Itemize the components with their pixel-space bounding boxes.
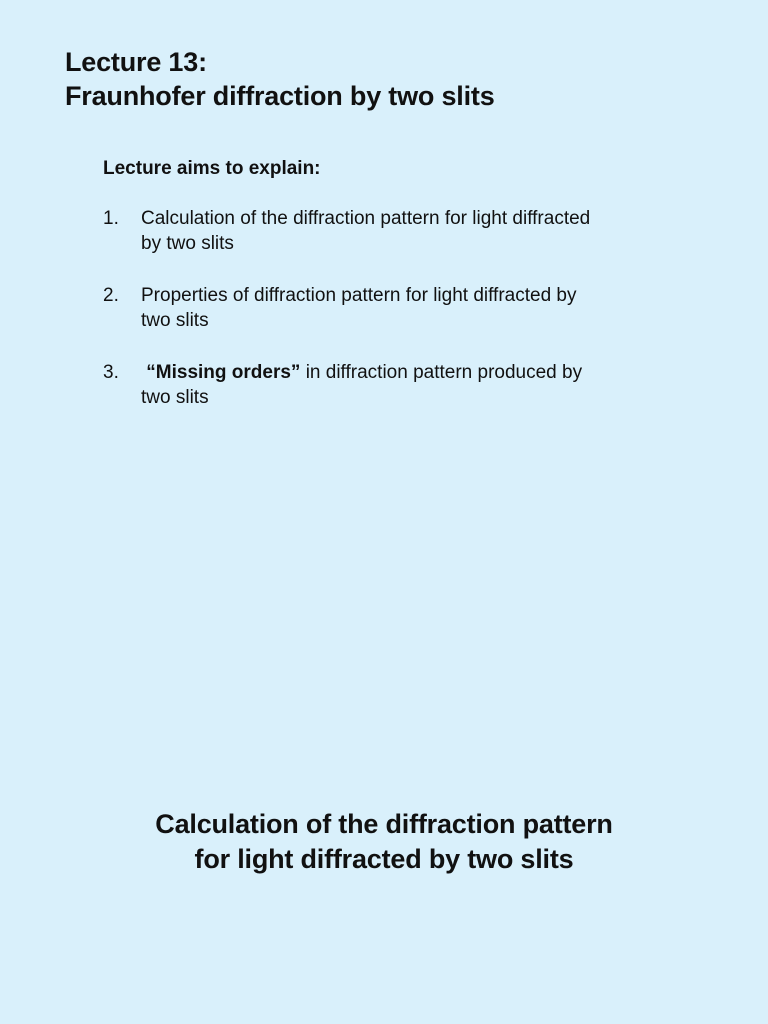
lecture-title-line-1: Lecture 13: <box>65 47 207 77</box>
aim-text-line-1: Calculation of the diffraction pattern for light diffracted <box>141 208 591 229</box>
aim-number: 1. <box>103 208 119 229</box>
aim-text-line-2: two slits <box>141 310 209 331</box>
section-title-line-2: for light diffracted by two slits <box>194 844 574 874</box>
aim-text-line-1 <box>141 360 663 385</box>
aim-item-2 <box>103 283 663 333</box>
aims-list <box>103 206 663 437</box>
section-title-line-1: Calculation of the diffraction pattern <box>155 809 613 839</box>
aim-number: 3. <box>103 362 119 383</box>
aim-text-line-2: by two slits <box>141 233 234 254</box>
aim-item-1 <box>103 206 663 256</box>
lecture-title-line-2: Fraunhofer diffraction by two slits <box>65 81 495 111</box>
section-title <box>0 807 768 877</box>
aim-text-rest: in diffraction pattern produced by <box>300 362 583 383</box>
aims-heading: Lecture aims to explain: <box>103 158 321 179</box>
aim-item-3 <box>103 360 663 410</box>
aim-text-line-1: Properties of diffraction pattern for light diffracted by <box>141 285 577 306</box>
lecture-title <box>65 45 495 113</box>
missing-orders-emphasis: “Missing orders” <box>141 362 301 383</box>
aim-text-line-2: two slits <box>141 387 209 408</box>
aim-number: 2. <box>103 285 119 306</box>
